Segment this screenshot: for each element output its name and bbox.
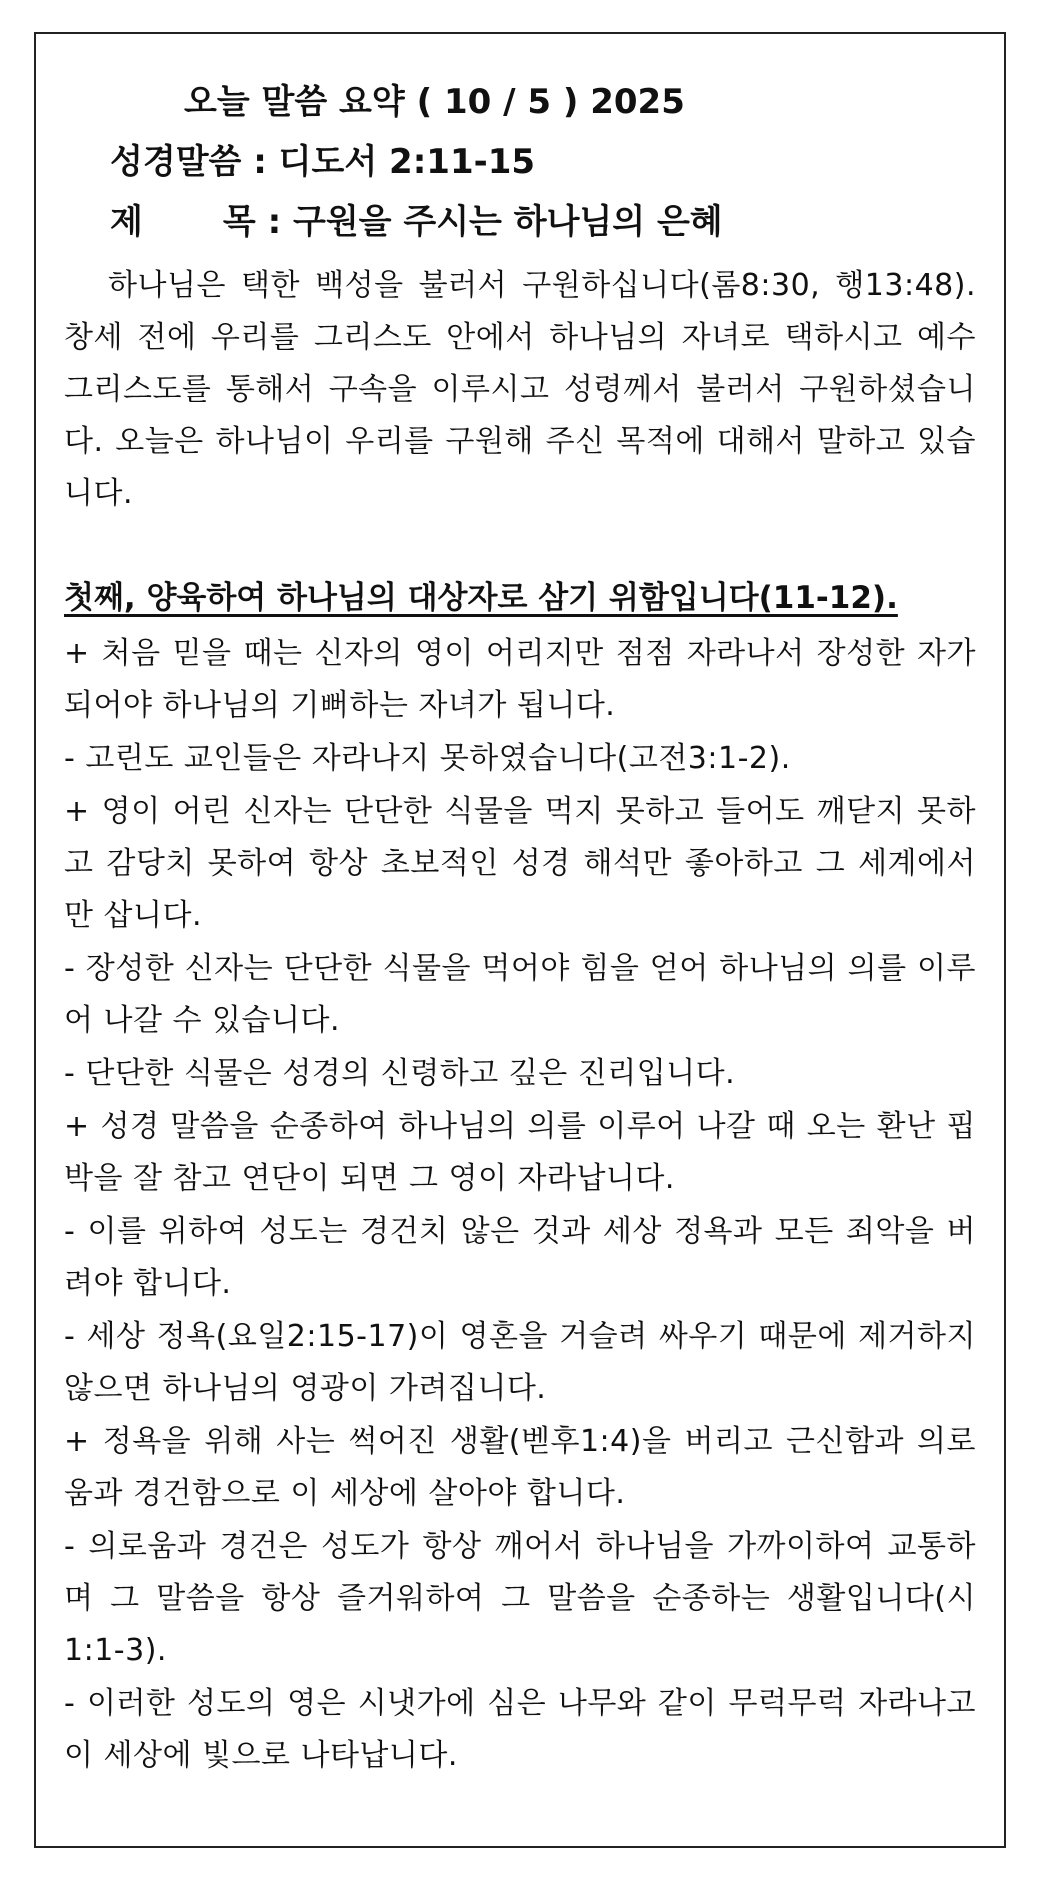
list-item: - 의로움과 경건은 성도가 항상 깨어서 하나님을 가까이하여 교통하며 그 말씀을 항상 즐거워하여 그 말씀을 순종하는 생활입니다(시1:1-3). (64, 1529, 976, 1668)
subject-value: : 구원을 주시는 하나님의 은혜 (267, 202, 723, 242)
subject-line (64, 192, 976, 252)
section-heading: 첫째, 양육하여 하나님의 대상자로 삼기 위함입니다(11-12). (64, 580, 898, 616)
list-item: - 고린도 교인들은 자라나지 못하였습니다(고전3:1-2). (64, 741, 791, 776)
list-item: - 세상 정욕(요일2:15-17)이 영혼을 거슬려 싸우기 때문에 제거하지 않으면 하나님의 영광이 가려집니다. (64, 1319, 976, 1406)
scripture-reference: : 디도서 2:11-15 (253, 142, 536, 182)
list-item: - 이러한 성도의 영은 시냇가에 심은 나무와 같이 무럭무럭 자라나고 이 세상에 빛으로 나타납니다. (64, 1686, 976, 1773)
list-item: + 정욕을 위해 사는 썩어진 생활(벧후1:4)을 버리고 근신함과 의로움과 경건함으로 이 세상에 살아야 합니다. (64, 1424, 976, 1511)
sermon-summary (64, 72, 976, 1783)
intro-paragraph: 하나님은 택한 백성을 불러서 구원하십니다(롬8:30, 행13:48). 창세 전에 우리를 그리스도 안에서 하나님의 자녀로 택하시고 예수 그리스도를 통해서 구속을 이루시고 성령께서 불러서 구원하셨습니다. 오늘은 하나님이 우리를 구원해 주신 목적에 대해서 말하고 있습니다. (64, 268, 976, 511)
scripture-line (64, 132, 976, 192)
section-items (64, 628, 976, 1782)
list-item: - 단단한 식물은 성경의 신령하고 깊은 진리입니다. (64, 1056, 736, 1091)
subject-label-second: 목 (222, 202, 256, 242)
scripture-label: 성경말씀 (110, 142, 242, 182)
subject-label-first: 제 (110, 202, 143, 242)
list-item: - 장성한 신자는 단단한 식물을 먹어야 힘을 얻어 하나님의 의를 이루어 나갈 수 있습니다. (64, 951, 976, 1038)
list-item: + 영이 어린 신자는 단단한 식물을 먹지 못하고 들어도 깨닫지 못하고 감당치 못하여 항상 초보적인 성경 해석만 좋아하고 그 세계에서만 삽니다. (64, 794, 976, 933)
page-title: 오늘 말씀 요약 ( 10 / 5 ) 2025 (184, 82, 685, 122)
list-item: + 성경 말씀을 순종하여 하나님의 의를 이루어 나갈 때 오는 환난 핍박을 잘 참고 연단이 되면 그 영이 자라납니다. (64, 1109, 976, 1196)
list-item: - 이를 위하여 성도는 경건치 않은 것과 세상 정욕과 모든 죄악을 버려야 합니다. (64, 1214, 976, 1301)
list-item: + 처음 믿을 때는 신자의 영이 어리지만 점점 자라나서 장성한 자가 되어야 하나님의 기뻐하는 자녀가 됩니다. (64, 636, 976, 723)
